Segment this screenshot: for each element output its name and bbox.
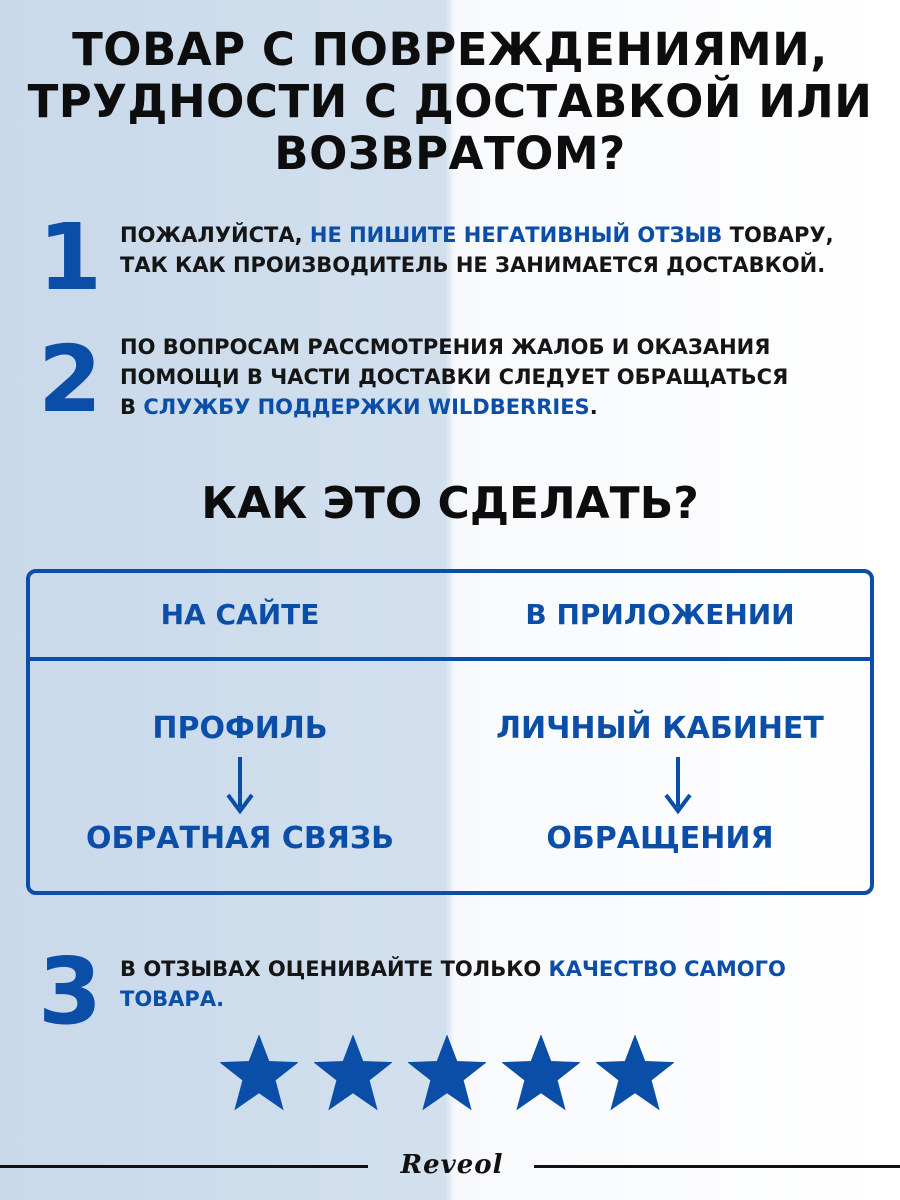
star-icon bbox=[408, 1035, 486, 1111]
arrow-down-icon bbox=[225, 757, 255, 815]
step-line bbox=[120, 220, 834, 250]
step-line: ТАК КАК ПРОИЗВОДИТЕЛЬ НЕ ЗАНИМАЕТСЯ ДОСТАВКОЙ. bbox=[120, 253, 826, 277]
step-line bbox=[120, 954, 786, 984]
site-column bbox=[30, 661, 450, 891]
title-line-1: ТОВАР С ПОВРЕЖДЕНИЯМИ, bbox=[72, 23, 828, 76]
how-to-title: КАК ЭТО СДЕЛАТЬ? bbox=[201, 478, 699, 529]
star-icon bbox=[596, 1035, 674, 1111]
highlight-text: НЕ ПИШИТЕ НЕГАТИВНЫЙ ОТЗЫВ bbox=[309, 223, 723, 247]
star-icon bbox=[314, 1035, 392, 1111]
step-line bbox=[120, 392, 788, 422]
app-column bbox=[450, 661, 870, 891]
step-number: 3 bbox=[38, 938, 103, 1045]
how-to-table bbox=[26, 569, 874, 895]
site-step-to: ОБРАТНАЯ СВЯЗЬ bbox=[85, 821, 395, 856]
star-icon bbox=[502, 1035, 580, 1111]
brand-footer bbox=[0, 1148, 900, 1184]
highlight-text: ТОВАРА. bbox=[120, 987, 225, 1011]
step-text bbox=[120, 954, 786, 1014]
step-line: ПОМОЩИ В ЧАСТИ ДОСТАВКИ СЛЕДУЕТ ОБРАЩАТЬСЯ bbox=[120, 365, 789, 389]
step-line bbox=[120, 984, 786, 1014]
step-text bbox=[120, 332, 788, 422]
page-title bbox=[0, 24, 900, 180]
text-fragment: В ОТЗЫВАХ ОЦЕНИВАЙТЕ ТОЛЬКО bbox=[120, 957, 549, 981]
text-fragment: ПОЖАЛУЙСТА, bbox=[120, 223, 310, 247]
text-fragment: . bbox=[589, 395, 598, 419]
text-fragment: В bbox=[120, 395, 144, 419]
arrow-down-icon bbox=[663, 757, 693, 815]
brand-logo: Reveol bbox=[400, 1150, 504, 1180]
step-number: 2 bbox=[38, 326, 103, 433]
step-text bbox=[120, 220, 834, 280]
site-column-header: НА САЙТЕ bbox=[160, 598, 320, 631]
rating-stars bbox=[220, 1035, 680, 1115]
divider bbox=[0, 1165, 368, 1168]
app-step-to: ОБРАЩЕНИЯ bbox=[546, 821, 774, 856]
step-number: 1 bbox=[38, 204, 103, 311]
app-step-from: ЛИЧНЫЙ КАБИНЕТ bbox=[496, 711, 824, 746]
divider bbox=[534, 1165, 900, 1168]
site-step-from: ПРОФИЛЬ bbox=[152, 711, 328, 746]
title-line-2: ТРУДНОСТИ С ДОСТАВКОЙ ИЛИ bbox=[27, 75, 873, 128]
app-column-header: В ПРИЛОЖЕНИИ bbox=[525, 598, 795, 631]
star-icon bbox=[220, 1035, 298, 1111]
title-line-3: ВОЗВРАТОМ? bbox=[274, 127, 626, 180]
table-header bbox=[30, 573, 870, 661]
highlight-text: СЛУЖБУ ПОДДЕРЖКИ WILDBERRIES bbox=[143, 395, 590, 419]
step-line: ПО ВОПРОСАМ РАССМОТРЕНИЯ ЖАЛОБ И ОКАЗАНИЯ bbox=[120, 335, 771, 359]
text-fragment: ТОВАРУ, bbox=[722, 223, 834, 247]
highlight-text: КАЧЕСТВО САМОГО bbox=[548, 957, 786, 981]
